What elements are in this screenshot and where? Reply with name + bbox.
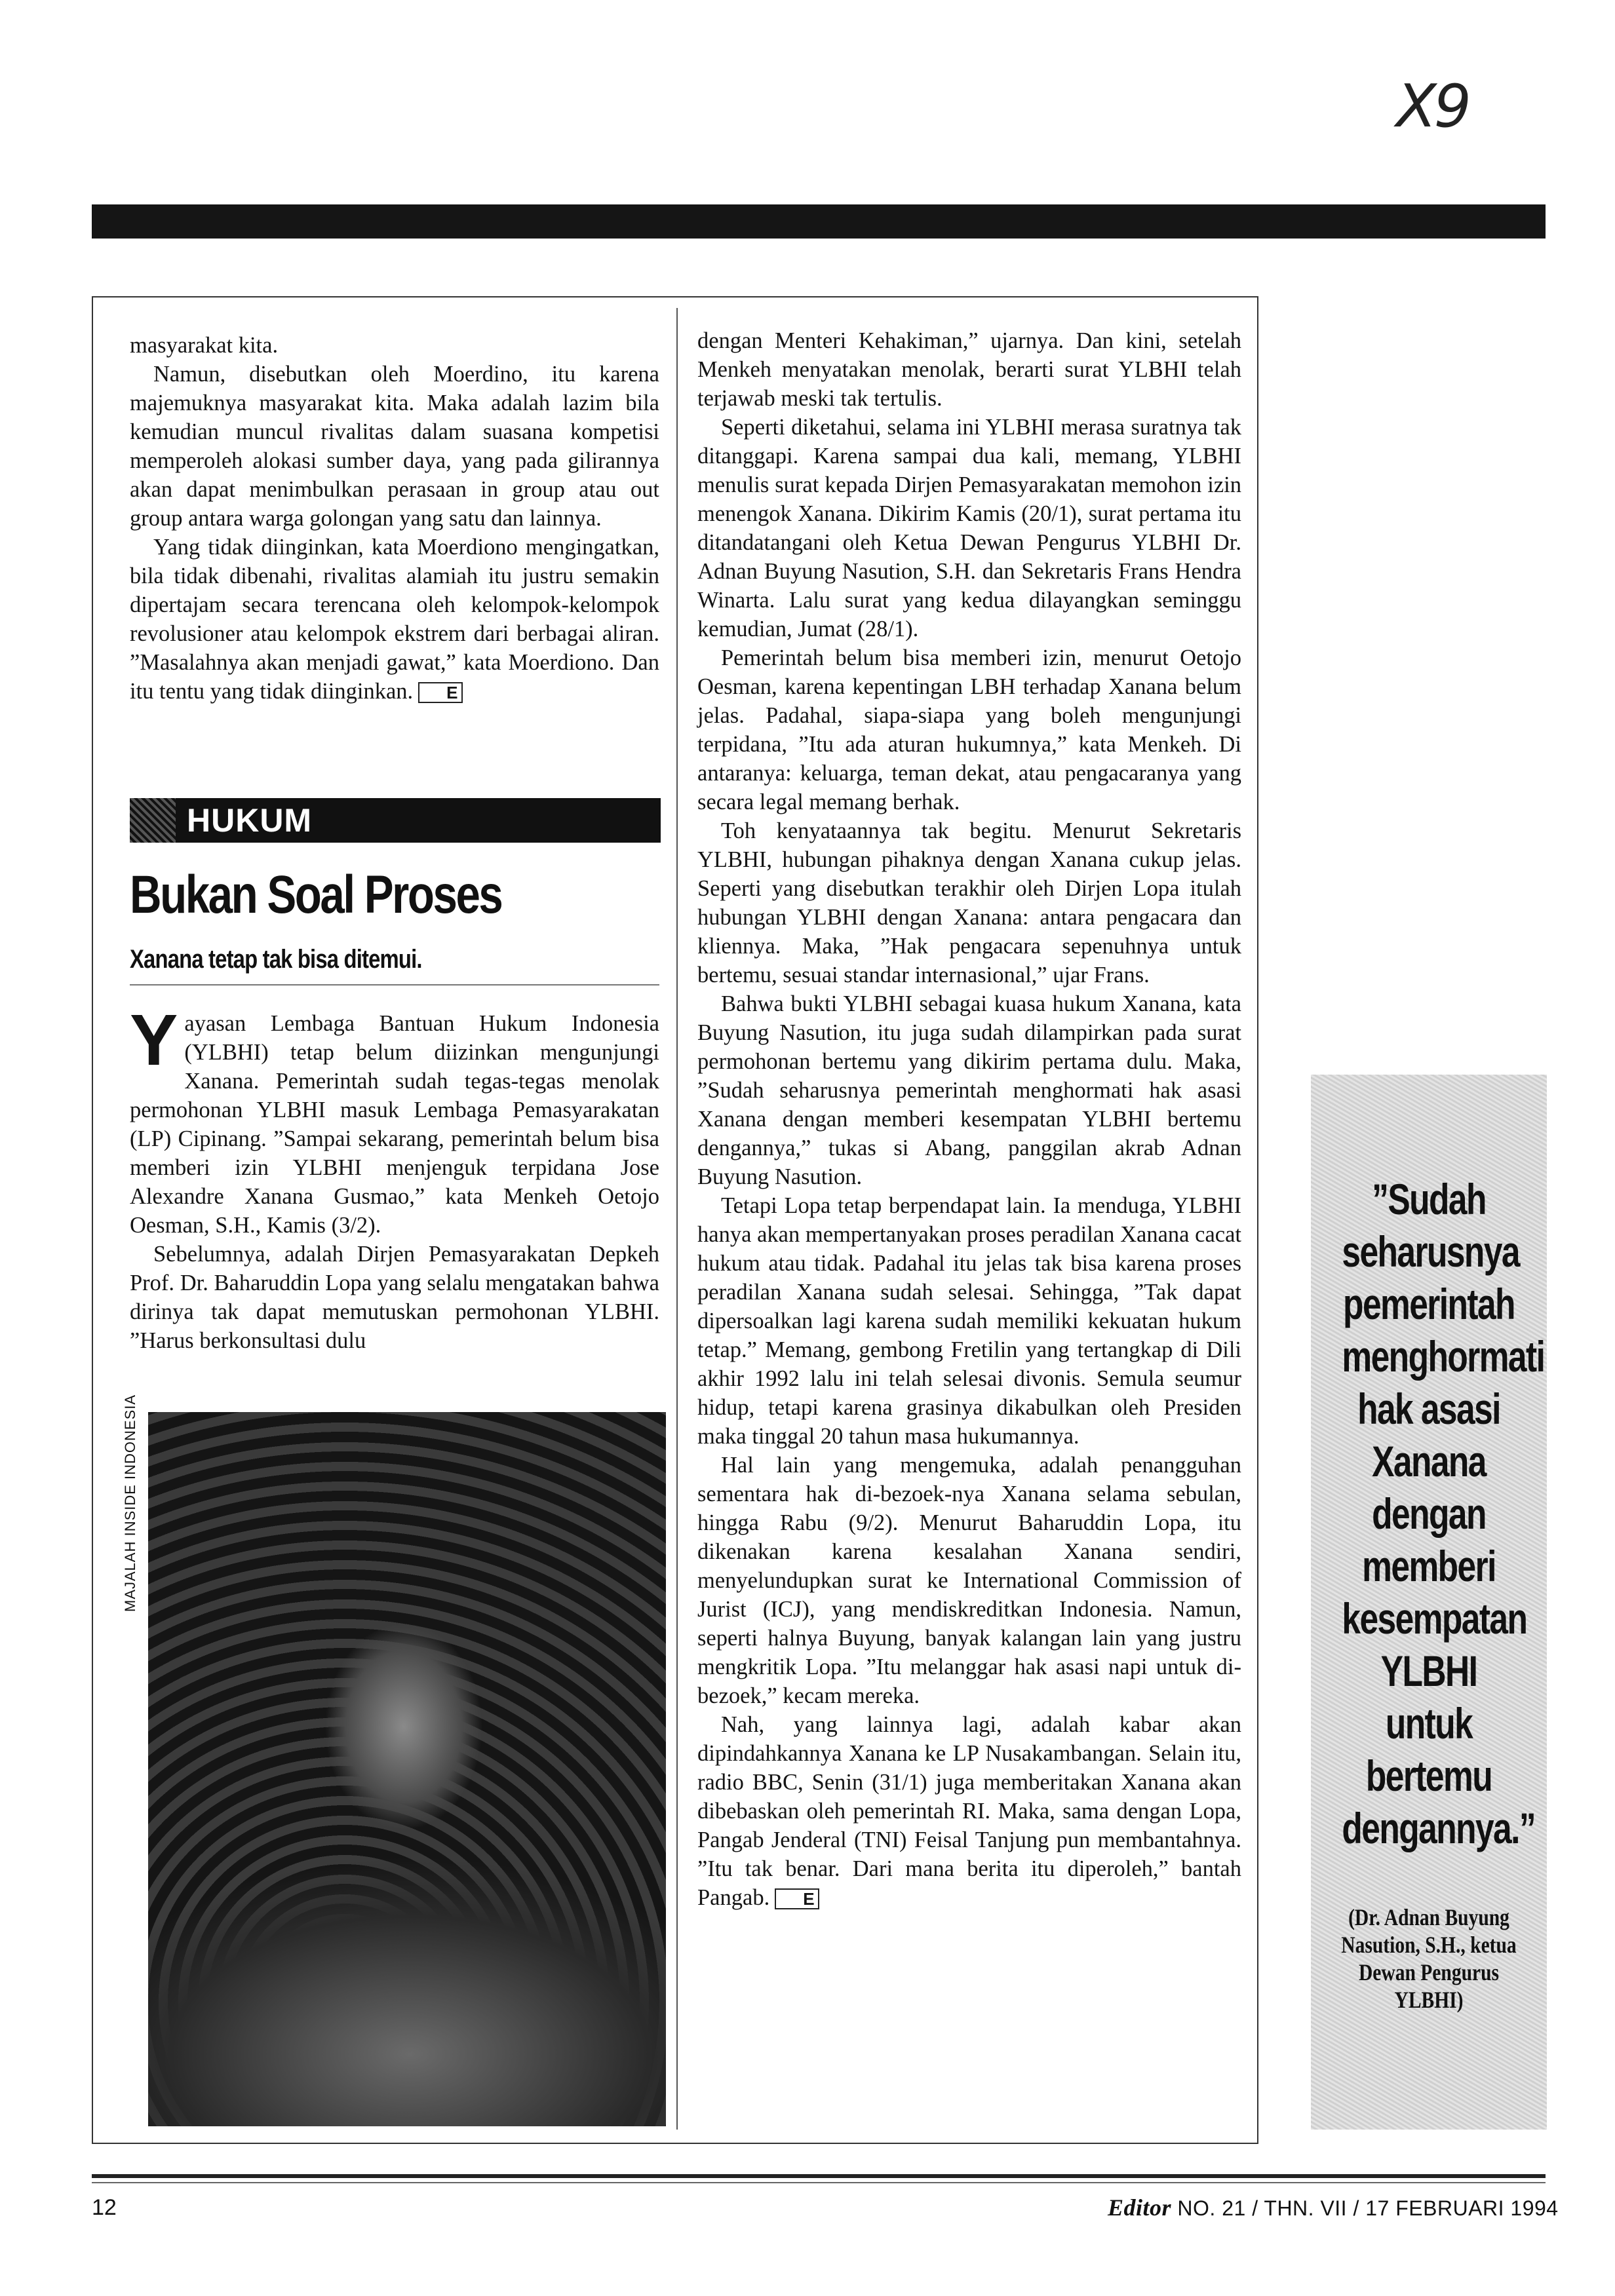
paragraph: Pemerintah belum bisa memberi izin, menurut Oetojo Oesman, karena kepentingan LBH terhadap Xanana belum jelas. Padahal, siapa-siapa yang boleh mengunjungi terpidana, ”Itu ada aturan hukumnya,” kata Menkeh. Di antaranya: keluarga, teman dekat, atau pengacaranya yang secara legal memang berhak. <box>697 645 1241 814</box>
paragraph: dengan Menteri Kehakiman,” ujarnya. Dan kini, setelah Menkeh menyatakan menolak, berarti surat YLBHI telah terjawab meski tak tertulis. <box>697 328 1241 411</box>
portrait-photo <box>148 1412 666 2126</box>
issue-info: NO. 21 / THN. VII / 17 FEBRUARI 1994 <box>1177 2196 1559 2220</box>
magazine-name: Editor <box>1108 2194 1172 2221</box>
pull-quote: ”Sudah seharusnya pemerintah menghormati hak asasi Xanana dengan memberi kesempatan YLBHI untuk bertemu dengannya.” <box>1342 1175 1545 1852</box>
paragraph: Yang tidak diinginkan, kata Moerdiono mengingatkan, bila tidak dibenahi, rivalitas alamiah itu justru semakin dipertajam secara terencana oleh kelompok-kelompok revolusioner atau kelompok ekstrem dari berbagai aliran. ”Masalahnya akan menjadi gawat,” kata Moerdiono. Dan itu tentu yang tidak diinginkan. E <box>130 535 659 704</box>
page-number: 12 <box>92 2195 117 2220</box>
subheadline: Xanana tetap tak bisa ditemui. <box>130 945 422 974</box>
paragraph: Bahwa bukti YLBHI sebagai kuasa hukum Xanana, kata Buyung Nasution, itu juga sudah dilampirkan pada surat permohonan bertemu yang dikirim pertama dulu. Maka, ”Sudah seharusnya pemerintah menghormati hak asasi Xanana dengan memberi kesempatan YLBHI bertemu dengannya,” tukas si Abang, panggilan akrab Adnan Buyung Nasution. <box>697 991 1241 1189</box>
subhead-rule <box>130 984 659 985</box>
photo-credit: MAJALAH INSIDE INDONESIA <box>122 1394 138 1612</box>
rubric-square-icon <box>130 798 176 843</box>
end-mark: E <box>775 1888 819 1909</box>
paragraph: Toh kenyataannya tak begitu. Menurut Sekretaris YLBHI, hubungan pihaknya dengan Xanana cukup jelas. Seperti yang disebutkan terakhir oleh Dirjen Lopa itulah hubungan YLBHI dengan Xanana: antara pengacara dan kliennya. Maka, ”Hak pengacara sepenuhnya untuk bertemu, sesuai standar internasional,” ujar Frans. <box>697 818 1241 987</box>
header-bar <box>92 204 1546 239</box>
paragraph: Tetapi Lopa tetap berpendapat lain. Ia menduga, YLBHI hanya akan mempertanyakan proses peradilan Xanana cacat hukum atau tidak. Padahal itu jelas tak bisa karena proses peradilan Xanana sudah selesai. Sehingga, ”Tak dapat dipersoalkan lagi karena sudah memiliki kekuatan hukum tetap.” Memang, gembong Fretilin yang tertangkap di Dili akhir 1992 lalu ini telah selesai divonis. Semula seumur hidup, tetapi karena grasinya dikabulkan oleh Presiden maka tinggal 20 tahun masa hukumannya. <box>697 1193 1241 1449</box>
column-divider <box>676 308 678 2130</box>
end-mark: E <box>418 682 462 703</box>
paragraph: Sebelumnya, adalah Dirjen Pemasyarakatan Depkeh Prof. Dr. Baharuddin Lopa yang selalu mengatakan bahwa dirinya tak dapat memutuskan permohonan YLBHI. ”Harus berkonsultasi dulu <box>130 1242 659 1353</box>
paragraph: Hal lain yang mengemuka, adalah penangguhan sementara hak di-bezoek-nya Xanana selama sebulan, hingga Rabu (9/2). Menurut Baharuddin Lopa, itu dikenakan karena kesalahan Xanana sendiri, menyelundupkan surat ke International Commission of Jurist (ICJ), yang mendiskreditkan Indonesia. Namun, seperti halnya Buyung, banyak kalangan lain yang justru mengkritik Lopa. ”Itu melanggar hak asasi napi untuk di-bezoek,” kecam mereka. <box>697 1453 1241 1708</box>
column-1-article <box>130 1000 659 1355</box>
paragraph: Seperti diketahui, selama ini YLBHI merasa suratnya tak ditanggapi. Karena sampai dua kali, memang, YLBHI menulis surat kepada Dirjen Pemasyarakatan memohon izin menengok Xanana. Dikirim Kamis (20/1), surat pertama itu ditandatangani oleh Ketua Dewan Pengurus YLBHI Dr. Adnan Buyung Nasution, S.H. dan Sekretaris Frans Hendra Winarta. Lalu surat yang kedua dilayangkan seminggu kemudian, Jumat (28/1). <box>697 415 1241 641</box>
paragraph: masyarakat kita. <box>130 333 279 358</box>
handwritten-annotation: X9 <box>1396 72 1469 141</box>
paragraph: Nah, yang lainnya lagi, adalah kabar akan dipindahkannya Xanana ke LP Nusakambangan. Selain itu, radio BBC, Senin (31/1) juga memberitakan Xanana akan dibebaskan oleh pemerintah RI. Maka, sama dengan Lopa, Pangab Jenderal (TNI) Feisal Tanjung pun membantahnya. ”Itu tak benar. Dari mana berita itu diperoleh,” bantah Pangab. E <box>697 1712 1241 1910</box>
lead-paragraph: Yayasan Lembaga Bantuan Hukum Indonesia (YLBHI) tetap belum diizinkan mengunjungi Xanana. Pemerintah sudah tegas-tegas menolak permohonan YLBHI masuk Lembaga Pemasyarakatan (LP) Cipinang. ”Sampai sekarang, pemerintah belum bisa memberi izin YLBHI menjenguk terpidana Jose Alexandre Xanana Gusmao,” kata Menkeh Oetojo Oesman, S.H., Kamis (3/2). <box>130 1000 659 1238</box>
column-1-top <box>130 331 659 706</box>
footer-rule-thin <box>92 2182 1546 2183</box>
rubric-label: HUKUM <box>187 802 313 839</box>
footer-masthead <box>1108 2194 1559 2221</box>
paragraph: Namun, disebutkan oleh Moerdino, itu karena majemuknya masyarakat kita. Maka adalah lazim bila kemudian muncul rivalitas dalam suasana kompetisi memperoleh alokasi sumber daya, yang pada gilirannya akan dapat menimbulkan perasaan in group atau out group antara warga golongan yang satu dan lainnya. <box>130 362 659 531</box>
column-2 <box>697 326 1241 1912</box>
pull-quote-credit: (Dr. Adnan Buyung Nasution, S.H., ketua Dewan Pengurus YLBHI) <box>1341 1904 1517 2013</box>
headline: Bukan Soal Proses <box>130 865 502 925</box>
drop-cap: Y <box>130 1000 178 1081</box>
footer-rule <box>92 2174 1546 2178</box>
